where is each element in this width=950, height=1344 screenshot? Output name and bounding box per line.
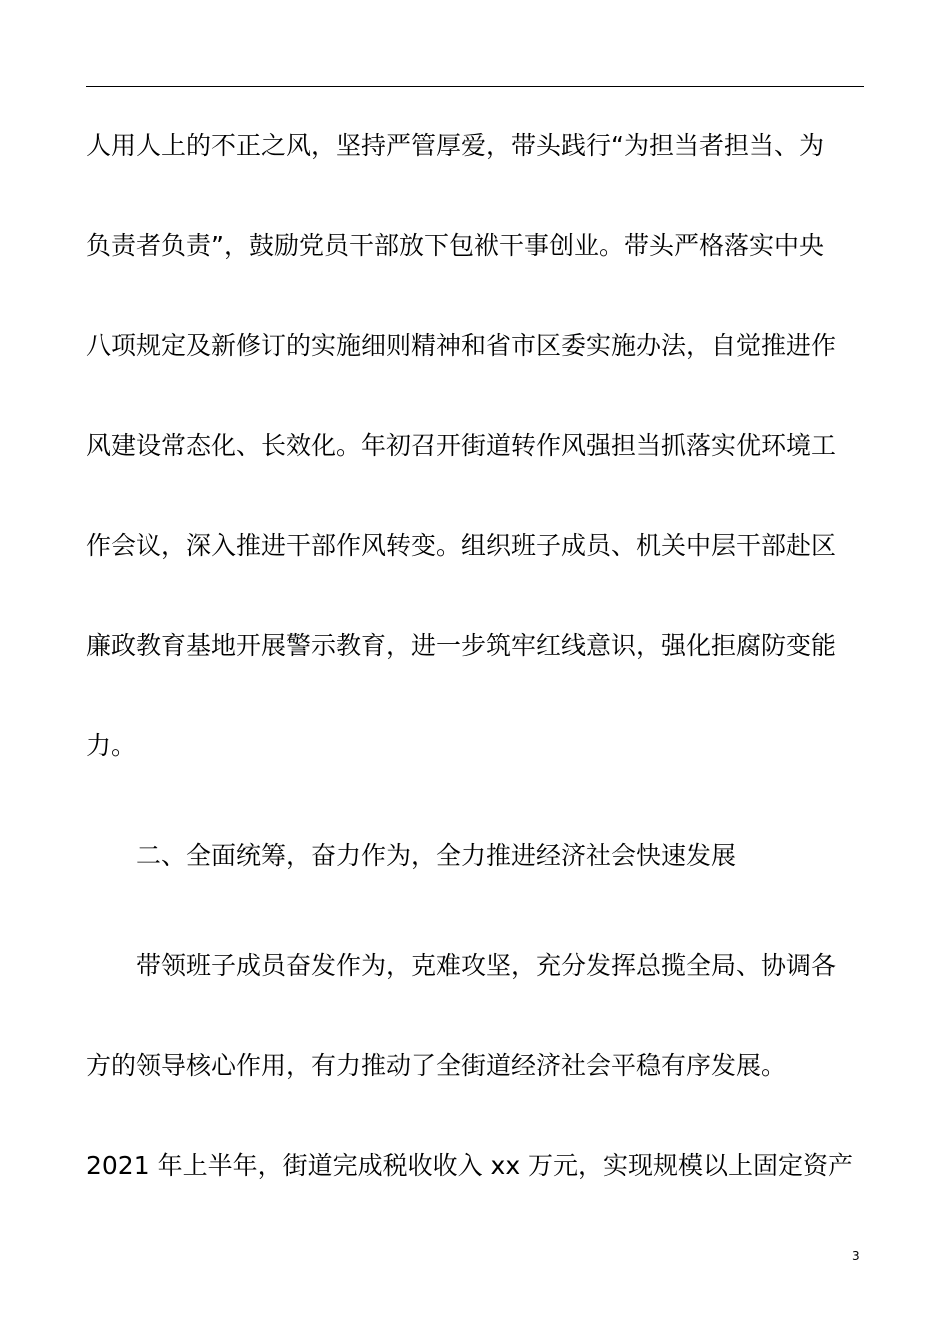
body-line-6: 廉政教育基地开展警示教育，进一步筑牢红线意识，强化拒腐防变能 bbox=[86, 631, 837, 660]
header-rule bbox=[86, 86, 864, 87]
section-line-1: 带领班子成员奋发作为，克难攻坚，充分发挥总揽全局、协调各 bbox=[136, 951, 837, 980]
body-line-1: 人用人上的不正之风，坚持严管厚爱，带头践行“为担当者担当、为 bbox=[86, 131, 824, 160]
section-line-3: 2021 年上半年，街道完成税收收入 xx 万元，实现规模以上固定资产 bbox=[86, 1151, 854, 1180]
body-line-3: 八项规定及新修订的实施细则精神和省市区委实施办法，自觉推进作 bbox=[86, 331, 837, 360]
section-heading: 二、全面统筹，奋力作为，全力推进经济社会快速发展 bbox=[136, 841, 737, 870]
page-number: 3 bbox=[852, 1249, 860, 1263]
body-line-4: 风建设常态化、长效化。年初召开街道转作风强担当抓落实优环境工 bbox=[86, 431, 837, 460]
section-line-2: 方的领导核心作用，有力推动了全街道经济社会平稳有序发展。 bbox=[86, 1051, 787, 1080]
body-line-7: 力。 bbox=[86, 731, 137, 760]
body-line-5: 作会议，深入推进干部作风转变。组织班子成员、机关中层干部赴区 bbox=[86, 531, 837, 560]
body-line-2: 负责者负责”，鼓励党员干部放下包袱干事创业。带头严格落实中央 bbox=[86, 231, 824, 260]
